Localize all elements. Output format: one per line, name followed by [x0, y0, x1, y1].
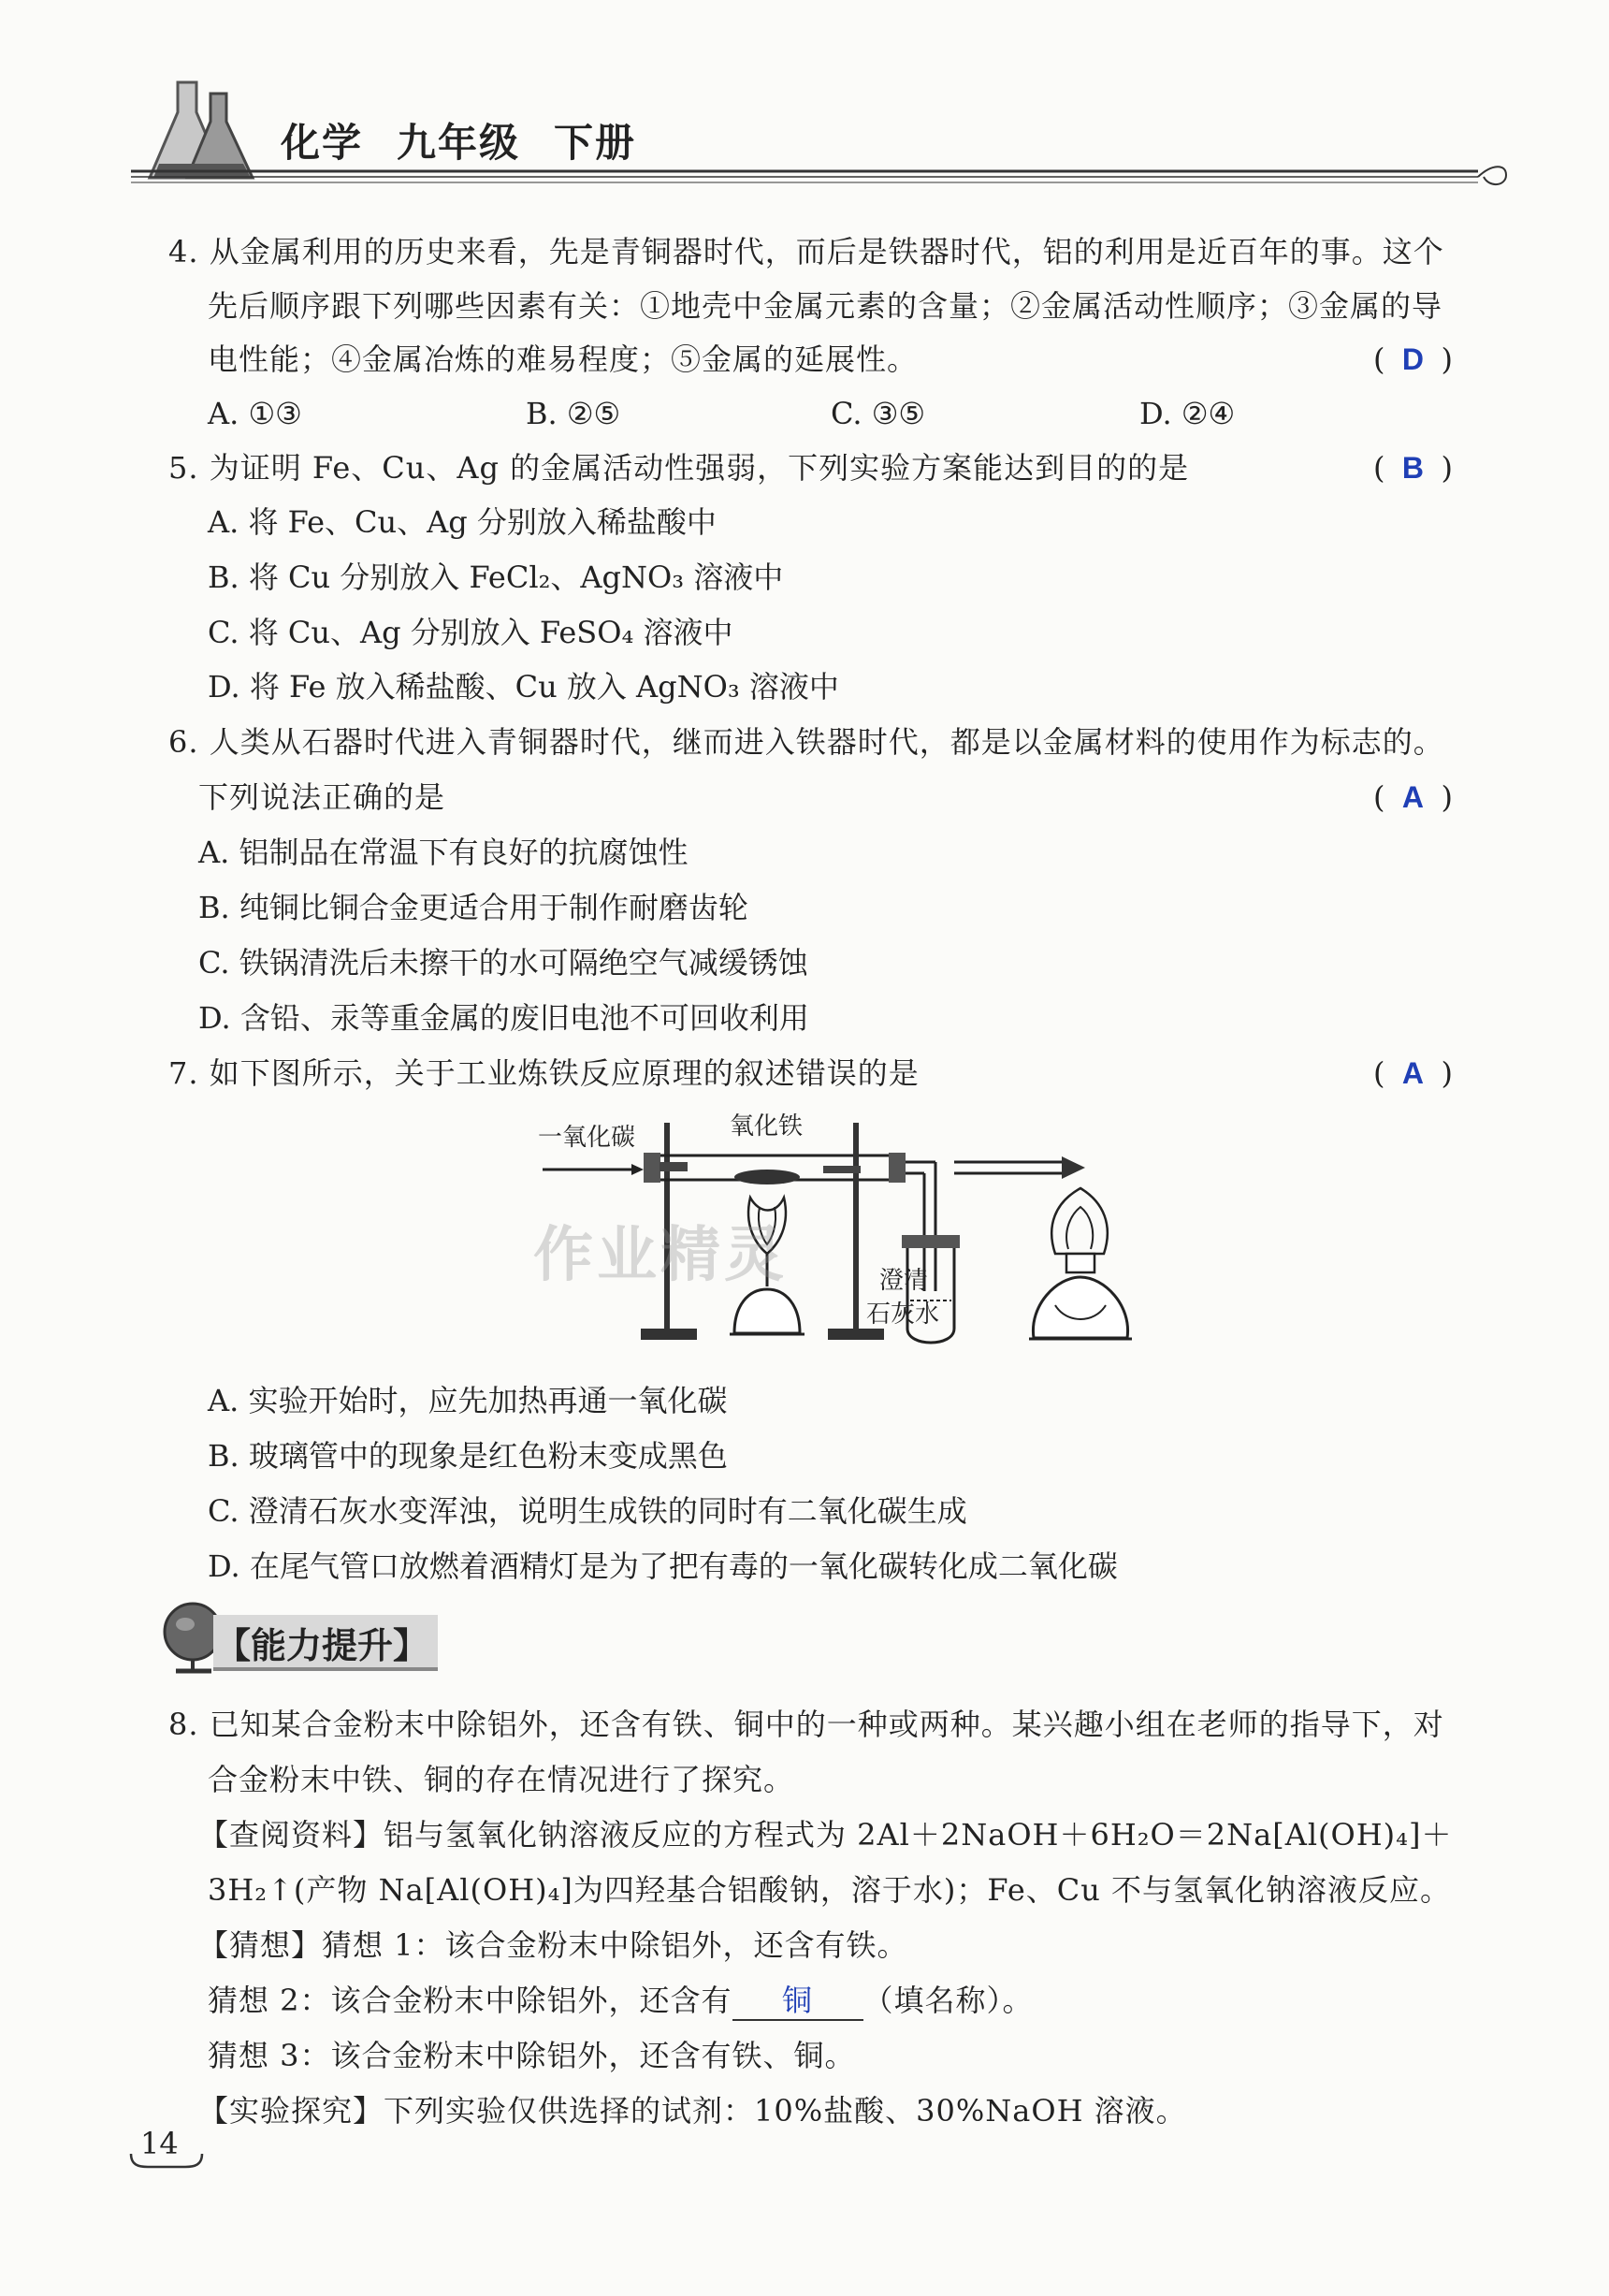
subject: 化学 [281, 120, 364, 166]
page-number: 14 [140, 2126, 179, 2161]
q6-option-a: A. 铝制品在常温下有良好的抗腐蚀性 [198, 835, 689, 870]
q7-answer-letter: A [1401, 1056, 1425, 1090]
q6-line-1: 6. 人类从石器时代进入青铜器时代，继而进入铁器时代，都是以金属材料的使用作为标志的。 [168, 724, 1444, 760]
q4-option-c: C. ③⑤ [831, 396, 926, 431]
volume: 下册 [554, 120, 637, 166]
q8-guess-3: 猜想 3：该合金粉末中除铝外，还含有铁、铜。 [208, 2038, 856, 2073]
q4-option-b: B. ②⑤ [526, 396, 621, 431]
q4-line-2: 先后顺序跟下列哪些因素有关：①地壳中金属元素的含量；②金属活动性顺序；③金属的导 [208, 288, 1443, 324]
q8-guess-2-prefix: 猜想 2：该合金粉末中除铝外，还含有 [208, 1983, 732, 2018]
q5-option-d: D. 将 Fe 放入稀盐酸、Cu 放入 AgNO₃ 溶液中 [208, 669, 839, 705]
q7-answer: ( A ) [1373, 1052, 1453, 1095]
q7-option-b: B. 玻璃管中的现象是红色粉末变成黑色 [208, 1438, 728, 1474]
q7-option-d: D. 在尾气管口放燃着酒精灯是为了把有毒的一氧化碳转化成二氧化碳 [208, 1548, 1118, 1584]
q8-guess-2-blank: 铜 [732, 1982, 863, 2021]
q6-option-c: C. 铁锅清洗后未擦干的水可隔绝空气减缓锈蚀 [198, 945, 808, 981]
label-iron-oxide: 氧化铁 [730, 1112, 804, 1141]
q6-option-b: B. 纯铜比铜合金更适合用于制作耐磨齿轮 [198, 890, 748, 925]
q4-answer-letter: D [1401, 342, 1425, 376]
q7-option-c: C. 澄清石灰水变浑浊，说明生成铁的同时有二氧化碳生成 [208, 1493, 967, 1529]
q4-answer: ( D ) [1373, 338, 1453, 381]
q6-answer: ( A ) [1373, 776, 1453, 819]
q8-line-1: 8. 已知某合金粉末中除铝外，还含有铁、铜中的一种或两种。某兴趣小组在老师的指导下，对 [168, 1707, 1444, 1742]
watermark: 作业精灵 [533, 1221, 788, 1290]
q8-guess-2 [208, 1979, 1034, 2022]
q6-line-2: 下列说法正确的是 [198, 779, 446, 815]
q8-guess-2-suffix: （填名称）。 [862, 1983, 1034, 2018]
q5-answer: ( B ) [1373, 446, 1453, 489]
q8-line-3: 【查阅资料】铝与氢氧化钠溶液反应的方程式为 2Al＋2NaOH＋6H₂O＝2Na[Al(OH)₄]＋ [198, 1817, 1453, 1853]
label-limewater-2: 石灰水 [866, 1301, 940, 1329]
q5-answer-letter: B [1401, 451, 1425, 485]
header-rule [131, 164, 1515, 192]
book-title [281, 112, 670, 168]
q6-option-d: D. 含铅、汞等重金属的废旧电池不可回收利用 [198, 1000, 809, 1036]
q7-option-a: A. 实验开始时，应先加热再通一氧化碳 [208, 1383, 728, 1418]
page-number-bracket [129, 2152, 204, 2171]
q8-explore: 【实验探究】下列实验仅供选择的试剂：10%盐酸、30%NaOH 溶液。 [198, 2093, 1187, 2129]
q4-line-1: 4. 从金属利用的历史来看，先是青铜器时代，而后是铁器时代，铝的利用是近百年的事。这个 [168, 234, 1444, 269]
q8-line-2: 合金粉末中铁、铜的存在情况进行了探究。 [208, 1762, 795, 1797]
q5-option-b: B. 将 Cu 分别放入 FeCl₂、AgNO₃ 溶液中 [208, 559, 784, 595]
q7-stem: 7. 如下图所示，关于工业炼铁反应原理的叙述错误的是 [168, 1055, 920, 1091]
q6-answer-letter: A [1401, 780, 1425, 814]
q5-stem: 5. 为证明 Fe、Cu、Ag 的金属活动性强弱，下列实验方案能达到目的的是 [168, 450, 1190, 486]
q8-line-5: 【猜想】猜想 1：该合金粉末中除铝外，还含有铁。 [198, 1927, 908, 1963]
q4-option-d: D. ②④ [1139, 396, 1236, 431]
section-title: 【能力提升】 [215, 1625, 429, 1666]
grade: 九年级 [397, 120, 521, 166]
q4-line-3: 电性能；④金属冶炼的难易程度；⑤金属的延展性。 [208, 341, 919, 377]
label-carbon-monoxide: 一氧化碳 [538, 1124, 636, 1152]
q4-option-a: A. ①③ [208, 396, 302, 431]
q5-option-a: A. 将 Fe、Cu、Ag 分别放入稀盐酸中 [208, 504, 717, 540]
q5-option-c: C. 将 Cu、Ag 分别放入 FeSO₄ 溶液中 [208, 615, 733, 650]
q8-line-4: 3H₂↑(产物 Na[Al(OH)₄]为四羟基合铝酸钠，溶于水)；Fe、Cu 不与氢氧化钠溶液反应。 [208, 1872, 1452, 1908]
label-limewater-1: 澄清 [879, 1267, 929, 1295]
